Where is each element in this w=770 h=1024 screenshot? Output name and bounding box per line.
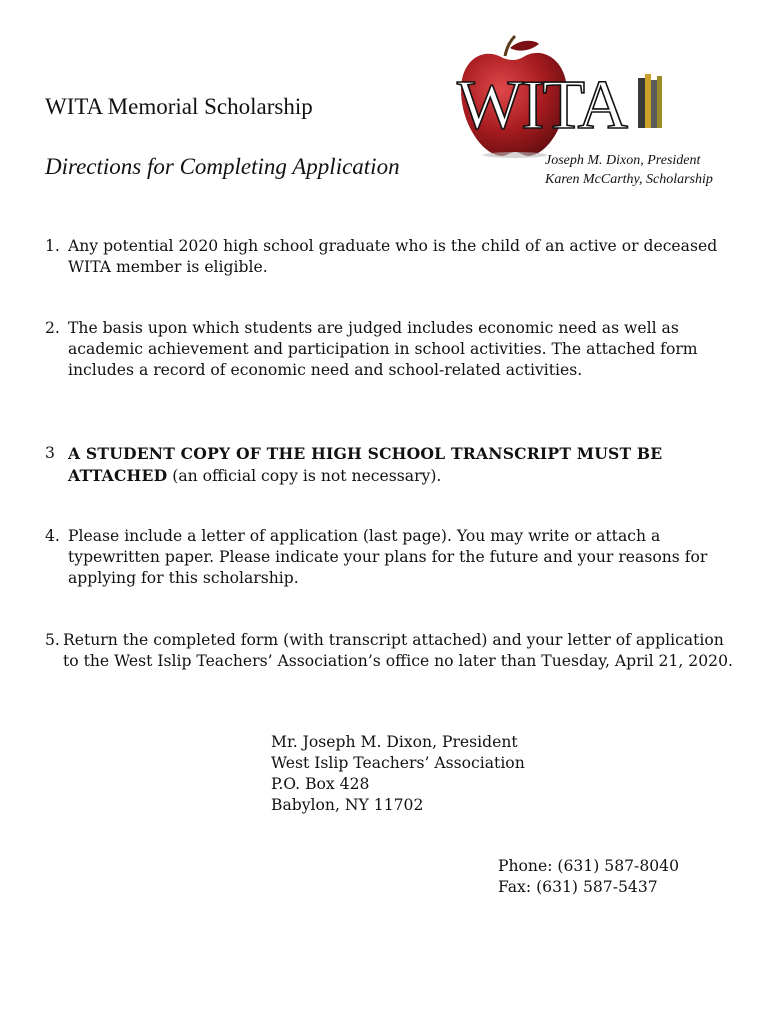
logo-text: WITA	[457, 67, 627, 144]
direction-item-2	[45, 318, 735, 443]
item-text: The basis upon which students are judged includes economic need as well as academic achievement and participation in school activities. The attached form includes a record of economic need and school-related activities.	[68, 319, 698, 379]
directions-list	[45, 236, 735, 672]
contact-info	[498, 856, 679, 898]
address-line: Babylon, NY 11702	[271, 796, 424, 814]
direction-item-3	[45, 443, 735, 526]
wita-apple-logo	[455, 34, 670, 159]
document-title: WITA Memorial Scholarship	[45, 94, 313, 119]
officers-block	[545, 151, 713, 189]
address-line: West Islip Teachers’ Association	[271, 754, 525, 772]
direction-item-1	[45, 236, 735, 318]
phone-number: Phone: (631) 587-8040	[498, 857, 680, 875]
address-line: Mr. Joseph M. Dixon, President	[271, 733, 518, 751]
fax-number: Fax: (631) 587-5437	[498, 878, 658, 896]
item-emphasis: A STUDENT COPY OF THE HIGH SCHOOL TRANSCRIPT MUST BE ATTACHED	[68, 444, 663, 485]
item-text: Return the completed form (with transcript attached) and your letter of application to the West Islip Teachers’ Association’s office no later than Tuesday, April 21, 2020.	[63, 631, 733, 670]
item-number: 3	[45, 444, 55, 462]
officer-president: Joseph M. Dixon, President	[545, 153, 701, 168]
item-number: 2.	[45, 319, 60, 337]
document-subtitle: Directions for Completing Application	[45, 154, 400, 179]
item-text: Please include a letter of application (last page). You may write or attach a typewritten paper. Please indicate your plans for the future and your reasons for applying for this scholarship.	[68, 527, 708, 587]
officer-scholarship: Karen McCarthy, Scholarship	[545, 172, 713, 187]
item-number: 1.	[45, 237, 60, 255]
item-text: Any potential 2020 high school graduate who is the child of an active or deceased WITA member is eligible.	[68, 237, 718, 276]
item-number: 4.	[45, 527, 60, 545]
mailing-address	[271, 732, 525, 816]
item-number: 5.	[45, 631, 60, 649]
item-text: (an official copy is not necessary).	[172, 467, 442, 485]
address-line: P.O. Box 428	[271, 775, 370, 793]
direction-item-4	[45, 526, 735, 630]
direction-item-5	[45, 630, 735, 672]
